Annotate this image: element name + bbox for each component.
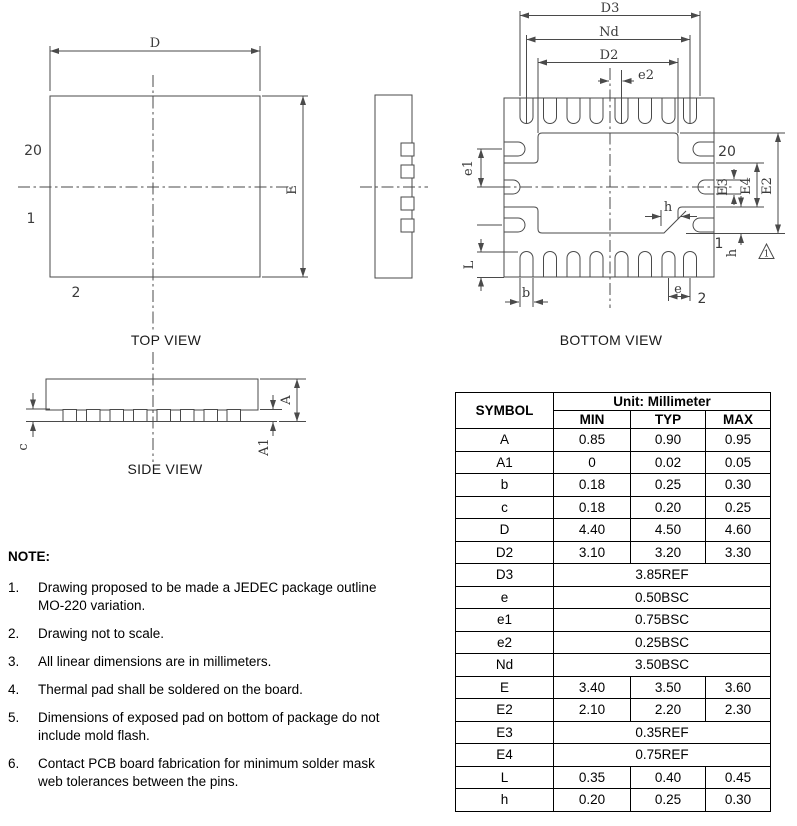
symbol-cell: D3 xyxy=(456,564,554,587)
symbol-cell: E4 xyxy=(456,744,554,767)
note-text: Contact PCB board fabrication for minimum solder mask web tolerances between the pins. xyxy=(38,756,375,789)
max-cell: 0.05 xyxy=(706,451,771,474)
min-cell: 2.10 xyxy=(554,699,631,722)
table-row xyxy=(456,676,771,699)
min-cell: 4.40 xyxy=(554,519,631,542)
note-item xyxy=(8,755,410,791)
lead-pad xyxy=(204,410,218,422)
typ-cell: 3.50 xyxy=(631,676,706,699)
dim-label-e2-pad: E2 xyxy=(760,177,775,195)
min-cell: 0 xyxy=(554,451,631,474)
max-cell: 0.95 xyxy=(706,429,771,452)
value-cell: 0.35REF xyxy=(554,721,771,744)
pin-label-1: 1 xyxy=(26,211,36,227)
typ-cell: 0.20 xyxy=(631,496,706,519)
min-cell: 0.18 xyxy=(554,496,631,519)
col-header-symbol: SYMBOL xyxy=(456,393,554,429)
pin-label-20: 20 xyxy=(718,144,736,160)
lead-pad xyxy=(401,165,414,178)
side-view-drawing xyxy=(16,379,306,457)
pin-label-2: 2 xyxy=(697,291,707,307)
lead-pad xyxy=(181,410,195,422)
table-row xyxy=(456,496,771,519)
note-text: Thermal pad shall be soldered on the board. xyxy=(38,682,303,697)
dim-label-e1: e1 xyxy=(461,160,476,176)
note-item xyxy=(8,625,410,643)
table-row xyxy=(456,451,771,474)
note-number: 2. xyxy=(8,626,20,641)
symbol-cell: L xyxy=(456,766,554,789)
top-view-drawing xyxy=(18,36,308,462)
table-header-row xyxy=(456,393,771,411)
symbol-cell: D xyxy=(456,519,554,542)
typ-cell: 0.02 xyxy=(631,451,706,474)
max-cell: 0.30 xyxy=(706,474,771,497)
col-header-max: MAX xyxy=(706,411,771,429)
table-row xyxy=(456,721,771,744)
symbol-cell: e2 xyxy=(456,631,554,654)
dim-label-e-pitch: e xyxy=(674,282,682,297)
pin-label-20: 20 xyxy=(24,143,42,159)
table-row xyxy=(456,789,771,812)
typ-cell: 2.20 xyxy=(631,699,706,722)
note-text: Drawing proposed to be made a JEDEC package outline MO-220 variation. xyxy=(38,580,377,613)
lead-pad xyxy=(401,143,414,156)
caption-top-view: TOP VIEW xyxy=(130,332,202,348)
col-header-min: MIN xyxy=(554,411,631,429)
min-cell: 0.20 xyxy=(554,789,631,812)
min-cell: 3.10 xyxy=(554,541,631,564)
value-cell: 0.75BSC xyxy=(554,609,771,632)
col-header-typ: TYP xyxy=(631,411,706,429)
dim-label-d2: D2 xyxy=(599,48,619,63)
lead-pad xyxy=(227,410,241,422)
symbol-cell: e1 xyxy=(456,609,554,632)
note-text: All linear dimensions are in millimeters. xyxy=(38,654,272,669)
typ-cell: 0.25 xyxy=(631,789,706,812)
min-cell: 0.18 xyxy=(554,474,631,497)
lead-pad xyxy=(401,219,414,232)
note-number: 1. xyxy=(8,580,20,595)
notes-heading: NOTE: xyxy=(8,549,50,564)
max-cell: 2.30 xyxy=(706,699,771,722)
symbol-cell: h xyxy=(456,789,554,812)
dim-label-a: A xyxy=(279,395,294,405)
table-row xyxy=(456,609,771,632)
symbol-cell: E xyxy=(456,676,554,699)
max-cell: 0.25 xyxy=(706,496,771,519)
symbol-cell: A xyxy=(456,429,554,452)
value-cell: 3.50BSC xyxy=(554,654,771,677)
dim-label-e2-offset: e2 xyxy=(638,68,654,83)
note-item xyxy=(8,579,410,615)
revision-number: 1 xyxy=(763,249,770,260)
typ-cell: 0.25 xyxy=(631,474,706,497)
symbol-cell: e xyxy=(456,586,554,609)
lead-pad xyxy=(401,197,414,210)
value-cell: 0.50BSC xyxy=(554,586,771,609)
max-cell: 0.30 xyxy=(706,789,771,812)
typ-cell: 4.50 xyxy=(631,519,706,542)
dimension-table xyxy=(455,392,771,812)
dim-label-e-height: E xyxy=(285,185,300,195)
end-view-drawing xyxy=(360,95,428,278)
table-row xyxy=(456,519,771,542)
dim-label-d: D xyxy=(149,36,161,51)
symbol-cell: D2 xyxy=(456,541,554,564)
note-item xyxy=(8,681,410,699)
value-cell: 3.85REF xyxy=(554,564,771,587)
dim-label-b: b xyxy=(521,286,531,301)
table-row xyxy=(456,766,771,789)
table-unit-header: Unit: Millimeter xyxy=(554,393,771,411)
max-cell: 4.60 xyxy=(706,519,771,542)
min-cell: 0.35 xyxy=(554,766,631,789)
symbol-cell: Nd xyxy=(456,654,554,677)
min-cell: 0.85 xyxy=(554,429,631,452)
table-row xyxy=(456,429,771,452)
table-row xyxy=(456,654,771,677)
note-number: 4. xyxy=(8,682,20,697)
dim-label-c: c xyxy=(16,443,31,451)
table-row xyxy=(456,474,771,497)
max-cell: 3.60 xyxy=(706,676,771,699)
note-number: 5. xyxy=(8,710,20,725)
note-text: Drawing not to scale. xyxy=(38,626,165,641)
typ-cell: 0.40 xyxy=(631,766,706,789)
table-row xyxy=(456,564,771,587)
lead-pad xyxy=(157,410,171,422)
dim-label-h-side: h xyxy=(725,248,740,258)
dim-label-nd: Nd xyxy=(599,25,619,40)
min-cell: 3.40 xyxy=(554,676,631,699)
table-row xyxy=(456,699,771,722)
symbol-cell: c xyxy=(456,496,554,519)
package-body-outline xyxy=(46,379,258,410)
table-row xyxy=(456,586,771,609)
bottom-view-drawing xyxy=(461,1,785,308)
pin-label-1: 1 xyxy=(714,236,724,252)
dim-label-e3: E3 xyxy=(716,178,731,196)
value-cell: 0.25BSC xyxy=(554,631,771,654)
note-number: 3. xyxy=(8,654,20,669)
lead-pad xyxy=(110,410,124,422)
dim-label-l: L xyxy=(462,260,477,270)
max-cell: 3.30 xyxy=(706,541,771,564)
typ-cell: 0.90 xyxy=(631,429,706,452)
symbol-cell: E2 xyxy=(456,699,554,722)
note-item xyxy=(8,653,410,671)
note-item xyxy=(8,709,410,745)
dim-label-e4: E4 xyxy=(739,177,754,195)
symbol-cell: b xyxy=(456,474,554,497)
lead-pad xyxy=(87,410,101,422)
pin-label-2: 2 xyxy=(71,285,81,301)
symbol-cell: A1 xyxy=(456,451,554,474)
caption-side-view: SIDE VIEW xyxy=(127,461,203,477)
note-number: 6. xyxy=(8,756,20,771)
lead-pad xyxy=(63,410,77,422)
dim-label-d3: D3 xyxy=(600,1,620,16)
symbol-cell: E3 xyxy=(456,721,554,744)
lead-pad xyxy=(134,410,148,422)
table-row xyxy=(456,744,771,767)
table-row xyxy=(456,541,771,564)
thermal-pad-outline xyxy=(504,133,714,233)
max-cell: 0.45 xyxy=(706,766,771,789)
typ-cell: 3.20 xyxy=(631,541,706,564)
dim-label-h-chamfer: h xyxy=(663,200,673,215)
value-cell: 0.75REF xyxy=(554,744,771,767)
table-row xyxy=(456,631,771,654)
notes-section xyxy=(8,549,410,801)
dim-label-a1: A1 xyxy=(257,438,272,456)
note-text: Dimensions of exposed pad on bottom of package do not include mold flash. xyxy=(38,710,380,743)
caption-bottom-view: BOTTOM VIEW xyxy=(559,332,663,348)
